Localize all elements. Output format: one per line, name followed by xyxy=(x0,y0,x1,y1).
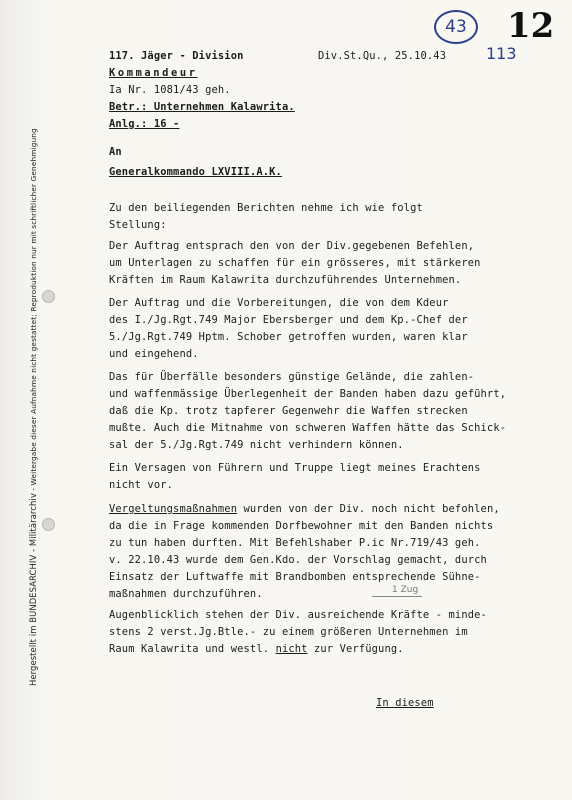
body-text: zur Verfügung. xyxy=(307,643,404,655)
body-line: da die in Frage kommenden Dorfbewohner mit den Banden nichts xyxy=(109,520,494,532)
body-line: Augenblicklich stehen der Div. ausreichende Kräfte - minde- xyxy=(109,609,487,621)
body-line: Der Auftrag und die Vorbereitungen, die von dem Kdeur xyxy=(109,297,449,309)
body-line: Kräften im Raum Kalawrita durchzuführendes Unternehmen. xyxy=(109,274,462,286)
body-line: v. 22.10.43 wurde dem Gen.Kdo. der Vorschlag gemacht, durch xyxy=(109,554,487,566)
body-line: nicht vor. xyxy=(109,479,174,491)
body-line: Einsatz der Luftwaffe mit Brandbomben entsprechende Sühne- xyxy=(109,571,481,583)
body-line: und eingehend. xyxy=(109,348,199,360)
body-line: um Unterlagen zu schaffen für ein grösseres, mit stärkeren xyxy=(109,257,481,269)
body-line: mußte. Auch die Mitnahme von schweren Waffen hätte das Schick- xyxy=(109,422,507,434)
body-line: 5./Jg.Rgt.749 Hptm. Schober getroffen wurden, waren klar xyxy=(109,331,468,343)
closing-line: In diesem xyxy=(376,697,434,709)
attachments-line: Anlg.: 16 - xyxy=(109,118,180,130)
circled-number: 43 xyxy=(434,10,478,44)
to-label: An xyxy=(109,146,122,158)
body-line: und waffenmässige Überlegenheit der Banden haben dazu geführt, xyxy=(109,388,507,400)
reference-number: Ia Nr. 1081/43 geh. xyxy=(109,84,231,96)
pencil-note: 1 Zug xyxy=(392,585,419,595)
body-line: Das für Überfälle besonders günstige Gelände, die zahlen- xyxy=(109,371,475,383)
place-date: Div.St.Qu., 25.10.43 xyxy=(318,50,447,62)
body-line: sal der 5./Jg.Rgt.749 nicht verhindern können. xyxy=(109,439,404,451)
handwritten-number: 113 xyxy=(486,44,517,63)
body-line xyxy=(109,503,500,515)
body-line: Zu den beiliegenden Berichten nehme ich wie folgt xyxy=(109,202,423,214)
body-line: Stellung: xyxy=(109,219,167,231)
subject-line: Betr.: Unternehmen Kalawrita. xyxy=(109,101,295,113)
body-line xyxy=(109,643,404,655)
office-title: Kommandeur xyxy=(109,67,198,79)
addressee: Generalkommando LXVIII.A.K. xyxy=(109,166,282,178)
body-line: des I./Jg.Rgt.749 Major Ebersberger und dem Kp.-Chef der xyxy=(109,314,468,326)
body-text: wurden von der Div. noch nicht befohlen, xyxy=(237,503,500,515)
body-line: daß die Kp. trotz tapferer Gegenwehr die Waffen strecken xyxy=(109,405,468,417)
archive-stamp-text: - Weitergabe dieser Aufnahme nicht gestattet; Reproduktion nur mit schriftlicher Genehmigung xyxy=(29,128,38,494)
body-line: zu tun haben durften. Mit Befehlshaber P.ic Nr.719/43 geh. xyxy=(109,537,481,549)
archive-stamp xyxy=(28,128,38,686)
body-line: maßnahmen durchzuführen. xyxy=(109,588,263,600)
punch-hole xyxy=(42,518,55,531)
page-number: 12 xyxy=(507,6,555,46)
pencil-stroke xyxy=(372,596,422,597)
underlined-term: Vergeltungsmaßnahmen xyxy=(109,503,238,515)
archive-stamp-bold: Hergestellt im BUNDESARCHIV - Militärarchiv xyxy=(28,493,38,686)
body-text: Raum Kalawrita und westl. xyxy=(109,643,276,655)
body-line: Der Auftrag entsprach den von der Div.gegebenen Befehlen, xyxy=(109,240,475,252)
body-line: Ein Versagen von Führern und Truppe liegt meines Erachtens xyxy=(109,462,481,474)
underlined-term: nicht xyxy=(275,643,308,655)
body-line: stens 2 verst.Jg.Btle.- zu einem größeren Unternehmen im xyxy=(109,626,468,638)
division-line: 117. Jäger - Division xyxy=(109,50,244,62)
punch-hole xyxy=(42,290,55,303)
